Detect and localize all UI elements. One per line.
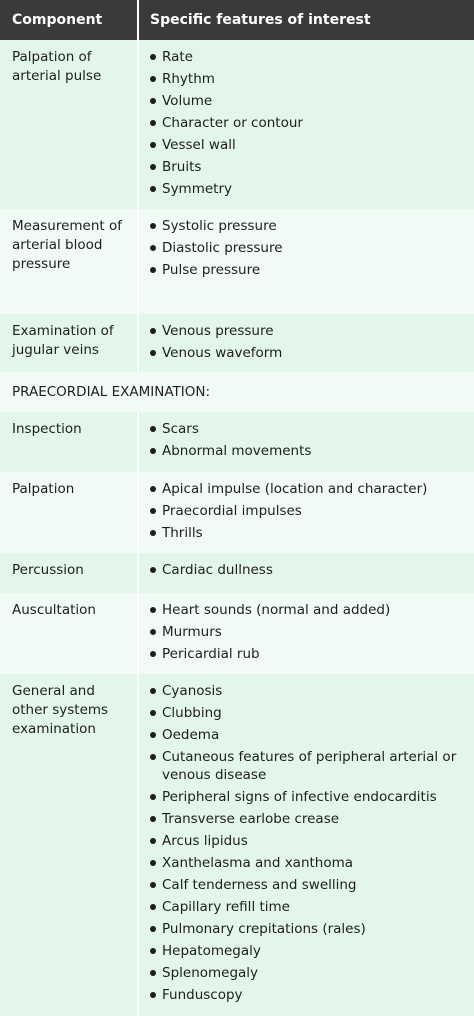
feature-item: Heart sounds (normal and added) [150, 601, 466, 619]
table-row [0, 553, 474, 593]
feature-item: Oedema [150, 726, 466, 744]
feature-item: Character or contour [150, 114, 466, 132]
table-row [0, 314, 474, 372]
feature-item: Xanthelasma and xanthoma [150, 854, 466, 872]
feature-item: Abnormal movements [150, 442, 466, 460]
feature-item: Symmetry [150, 180, 466, 198]
table-header [0, 0, 474, 40]
features-cell [139, 314, 474, 366]
component-cell: Measurement of arterial blood pressure [12, 218, 122, 272]
table-row [0, 412, 474, 472]
feature-item: Peripheral signs of infective endocarditis [150, 788, 466, 806]
feature-list [150, 682, 466, 1004]
feature-item: Cardiac dullness [150, 561, 466, 579]
feature-item: Pericardial rub [150, 645, 466, 663]
feature-item: Bruits [150, 158, 466, 176]
feature-item: Cutaneous features of peripheral arterial or venous disease [150, 748, 466, 784]
feature-item: Apical impulse (location and character) [150, 480, 466, 498]
feature-item: Capillary refill time [150, 898, 466, 916]
feature-item: Pulmonary crepitations (rales) [150, 920, 466, 938]
feature-item: Arcus lipidus [150, 832, 466, 850]
features-cell [139, 553, 474, 583]
feature-list [150, 420, 466, 460]
component-cell: Inspection [12, 421, 82, 437]
features-cell [139, 593, 474, 667]
feature-item: Clubbing [150, 704, 466, 722]
feature-item: Venous waveform [150, 344, 466, 362]
feature-list [150, 480, 466, 542]
features-cell [139, 472, 474, 546]
section-heading: PRAECORDIAL EXAMINATION: [0, 372, 474, 412]
feature-item: Diastolic pressure [150, 239, 466, 257]
table-row [0, 674, 474, 1016]
component-cell: Palpation of arterial pulse [12, 49, 102, 84]
feature-item: Scars [150, 420, 466, 438]
feature-item: Cyanosis [150, 682, 466, 700]
feature-item: Hepatomegaly [150, 942, 466, 960]
feature-list [150, 601, 466, 663]
table-row [0, 472, 474, 553]
table-row [0, 593, 474, 674]
feature-item: Rate [150, 48, 466, 66]
features-column-header: Specific features of interest [150, 12, 371, 28]
feature-item: Pulse pressure [150, 261, 466, 279]
feature-item: Splenomegaly [150, 964, 466, 982]
component-cell: General and other systems examination [12, 683, 109, 737]
feature-item: Thrills [150, 524, 466, 542]
feature-item: Volume [150, 92, 466, 110]
features-cell [139, 412, 474, 464]
feature-item: Funduscopy [150, 986, 466, 1004]
features-cell [139, 209, 474, 283]
feature-list [150, 561, 466, 579]
feature-list [150, 322, 466, 362]
feature-item: Rhythm [150, 70, 466, 88]
component-cell: Percussion [12, 562, 84, 578]
component-cell: Auscultation [12, 602, 96, 618]
feature-item: Murmurs [150, 623, 466, 641]
feature-item: Vessel wall [150, 136, 466, 154]
features-cell [139, 674, 474, 1008]
feature-list [150, 217, 466, 279]
features-cell [139, 40, 474, 202]
component-cell: Examination of jugular veins [12, 323, 114, 358]
feature-item: Systolic pressure [150, 217, 466, 235]
feature-item: Praecordial impulses [150, 502, 466, 520]
component-cell: Palpation [12, 481, 75, 497]
feature-item: Venous pressure [150, 322, 466, 340]
table-row [0, 209, 474, 314]
feature-list [150, 48, 466, 198]
component-column-header: Component [12, 12, 103, 28]
feature-item: Transverse earlobe crease [150, 810, 466, 828]
feature-item: Calf tenderness and swelling [150, 876, 466, 894]
table-row [0, 40, 474, 209]
